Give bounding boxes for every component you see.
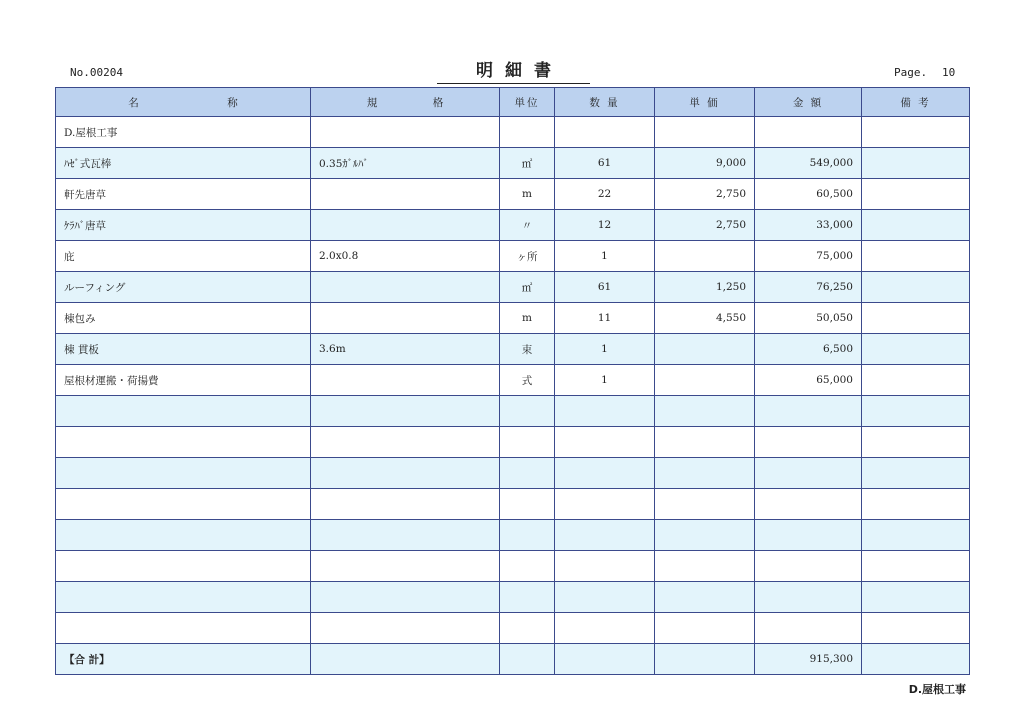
page-label: Page. bbox=[894, 66, 928, 79]
blank-row bbox=[56, 520, 970, 551]
table-cell bbox=[311, 613, 500, 644]
table-cell bbox=[862, 582, 970, 613]
table-cell bbox=[862, 458, 970, 489]
item-remarks bbox=[862, 272, 970, 303]
item-unit: 束 bbox=[500, 334, 555, 365]
item-name: ﾊｾﾞ式瓦棒 bbox=[56, 148, 311, 179]
document-title: 明細書 bbox=[437, 56, 590, 84]
column-header-remarks: 備 考 bbox=[862, 88, 970, 117]
item-name: 棟包み bbox=[56, 303, 311, 334]
item-unit: ㎡ bbox=[500, 148, 555, 179]
item-unit-price bbox=[655, 334, 755, 365]
table-cell bbox=[500, 520, 555, 551]
table-row bbox=[56, 334, 970, 365]
item-unit: m bbox=[500, 303, 555, 334]
item-amount: 50,050 bbox=[755, 303, 862, 334]
item-quantity: 61 bbox=[555, 272, 655, 303]
section-row bbox=[56, 117, 970, 148]
table-cell bbox=[655, 644, 755, 675]
item-remarks bbox=[862, 210, 970, 241]
item-name: 棟 貫板 bbox=[56, 334, 311, 365]
table-cell bbox=[311, 117, 500, 148]
table-cell bbox=[555, 396, 655, 427]
item-spec bbox=[311, 303, 500, 334]
document-number: No.00204 bbox=[70, 66, 123, 79]
table-cell bbox=[56, 458, 311, 489]
table-cell bbox=[500, 117, 555, 148]
table-cell bbox=[56, 396, 311, 427]
item-amount: 76,250 bbox=[755, 272, 862, 303]
table-cell bbox=[311, 489, 500, 520]
table-cell bbox=[655, 582, 755, 613]
table-cell bbox=[755, 117, 862, 148]
table-cell bbox=[755, 427, 862, 458]
table-cell bbox=[862, 644, 970, 675]
table-cell bbox=[655, 520, 755, 551]
item-name: ルーフィング bbox=[56, 272, 311, 303]
item-name: 庇 bbox=[56, 241, 311, 272]
item-unit-price bbox=[655, 365, 755, 396]
item-name: 軒先唐草 bbox=[56, 179, 311, 210]
blank-row bbox=[56, 613, 970, 644]
table-cell bbox=[56, 582, 311, 613]
table-cell bbox=[500, 613, 555, 644]
table-cell bbox=[655, 458, 755, 489]
item-unit-price: 1,250 bbox=[655, 272, 755, 303]
table-cell bbox=[311, 551, 500, 582]
item-quantity: 61 bbox=[555, 148, 655, 179]
footer-section-label: D.屋根工事 bbox=[908, 683, 966, 696]
table-cell bbox=[56, 613, 311, 644]
table-cell bbox=[755, 458, 862, 489]
table-cell bbox=[755, 396, 862, 427]
table-cell bbox=[655, 551, 755, 582]
item-amount: 75,000 bbox=[755, 241, 862, 272]
column-header-name-part1: 名 bbox=[128, 96, 139, 109]
item-unit: m bbox=[500, 179, 555, 210]
column-header-unit-price: 単 価 bbox=[655, 88, 755, 117]
item-quantity: 1 bbox=[555, 241, 655, 272]
table-row bbox=[56, 272, 970, 303]
table-cell bbox=[862, 613, 970, 644]
column-header-spec bbox=[311, 88, 500, 117]
item-quantity: 1 bbox=[555, 365, 655, 396]
column-header-amount: 金 額 bbox=[755, 88, 862, 117]
item-spec bbox=[311, 179, 500, 210]
table-cell bbox=[500, 582, 555, 613]
table-row bbox=[56, 148, 970, 179]
table-cell bbox=[655, 489, 755, 520]
item-spec bbox=[311, 365, 500, 396]
table-cell bbox=[311, 427, 500, 458]
table-cell bbox=[755, 613, 862, 644]
blank-row bbox=[56, 489, 970, 520]
table-cell bbox=[655, 117, 755, 148]
table-cell bbox=[555, 613, 655, 644]
table-cell bbox=[555, 458, 655, 489]
table-cell bbox=[555, 582, 655, 613]
table-cell bbox=[56, 427, 311, 458]
item-remarks bbox=[862, 148, 970, 179]
item-amount: 549,000 bbox=[755, 148, 862, 179]
table-cell bbox=[311, 582, 500, 613]
item-unit-price bbox=[655, 241, 755, 272]
page-number: 10 bbox=[942, 66, 956, 79]
total-row bbox=[56, 644, 970, 675]
column-header-quantity: 数 量 bbox=[555, 88, 655, 117]
item-quantity: 12 bbox=[555, 210, 655, 241]
item-name: ｹﾗﾊﾞ唐草 bbox=[56, 210, 311, 241]
item-unit-price: 4,550 bbox=[655, 303, 755, 334]
item-unit-price: 2,750 bbox=[655, 210, 755, 241]
table-cell bbox=[862, 520, 970, 551]
table-cell bbox=[56, 489, 311, 520]
table-cell bbox=[311, 520, 500, 551]
table-row bbox=[56, 179, 970, 210]
item-amount: 6,500 bbox=[755, 334, 862, 365]
item-remarks bbox=[862, 303, 970, 334]
table-cell bbox=[862, 117, 970, 148]
table-cell bbox=[862, 551, 970, 582]
table-cell bbox=[755, 489, 862, 520]
item-quantity: 11 bbox=[555, 303, 655, 334]
table-cell bbox=[755, 551, 862, 582]
item-quantity: 1 bbox=[555, 334, 655, 365]
table-cell bbox=[500, 427, 555, 458]
table-cell bbox=[755, 582, 862, 613]
table-header-row bbox=[56, 88, 970, 117]
table-cell bbox=[56, 520, 311, 551]
table-cell bbox=[500, 551, 555, 582]
item-unit: 〃 bbox=[500, 210, 555, 241]
item-unit-price: 9,000 bbox=[655, 148, 755, 179]
column-header-name bbox=[56, 88, 311, 117]
table-cell bbox=[555, 427, 655, 458]
table-cell bbox=[56, 551, 311, 582]
detail-table bbox=[55, 87, 970, 675]
item-name: 屋根材運搬・荷揚費 bbox=[56, 365, 311, 396]
item-quantity: 22 bbox=[555, 179, 655, 210]
table-cell bbox=[555, 117, 655, 148]
table-row bbox=[56, 303, 970, 334]
table-cell bbox=[555, 644, 655, 675]
item-unit-price: 2,750 bbox=[655, 179, 755, 210]
item-remarks bbox=[862, 365, 970, 396]
table-row bbox=[56, 241, 970, 272]
table-cell bbox=[500, 458, 555, 489]
table-cell bbox=[555, 551, 655, 582]
blank-row bbox=[56, 396, 970, 427]
table-cell bbox=[862, 427, 970, 458]
blank-row bbox=[56, 427, 970, 458]
column-header-spec-part1: 規 bbox=[366, 96, 378, 109]
item-amount: 33,000 bbox=[755, 210, 862, 241]
column-header-name-part2: 称 bbox=[227, 96, 238, 109]
item-spec bbox=[311, 210, 500, 241]
blank-row bbox=[56, 551, 970, 582]
table-cell bbox=[555, 520, 655, 551]
item-spec: 3.6m bbox=[311, 334, 500, 365]
column-header-unit: 単位 bbox=[500, 88, 555, 117]
item-remarks bbox=[862, 334, 970, 365]
table-cell bbox=[500, 489, 555, 520]
table-cell bbox=[555, 489, 655, 520]
item-remarks bbox=[862, 179, 970, 210]
table-cell bbox=[311, 396, 500, 427]
item-amount: 65,000 bbox=[755, 365, 862, 396]
item-spec: 0.35ｶﾞﾙﾊﾞ bbox=[311, 148, 500, 179]
table-cell bbox=[500, 396, 555, 427]
item-unit: 式 bbox=[500, 365, 555, 396]
table-cell bbox=[655, 613, 755, 644]
table-cell bbox=[862, 489, 970, 520]
total-label: 【合 計】 bbox=[56, 644, 311, 675]
table-cell bbox=[755, 520, 862, 551]
table-cell bbox=[311, 458, 500, 489]
column-header-spec-part2: 格 bbox=[432, 96, 444, 109]
item-spec bbox=[311, 272, 500, 303]
table-cell bbox=[500, 644, 555, 675]
table-cell bbox=[655, 396, 755, 427]
item-remarks bbox=[862, 241, 970, 272]
item-unit: ㎡ bbox=[500, 272, 555, 303]
blank-row bbox=[56, 458, 970, 489]
item-spec: 2.0x0.8 bbox=[311, 241, 500, 272]
table-cell bbox=[655, 427, 755, 458]
table-cell bbox=[311, 644, 500, 675]
table-cell bbox=[862, 396, 970, 427]
blank-row bbox=[56, 582, 970, 613]
total-amount: 915,300 bbox=[755, 644, 862, 675]
item-amount: 60,500 bbox=[755, 179, 862, 210]
table-row bbox=[56, 210, 970, 241]
section-title: D.屋根工事 bbox=[56, 117, 311, 148]
item-unit: ヶ所 bbox=[500, 241, 555, 272]
table-row bbox=[56, 365, 970, 396]
